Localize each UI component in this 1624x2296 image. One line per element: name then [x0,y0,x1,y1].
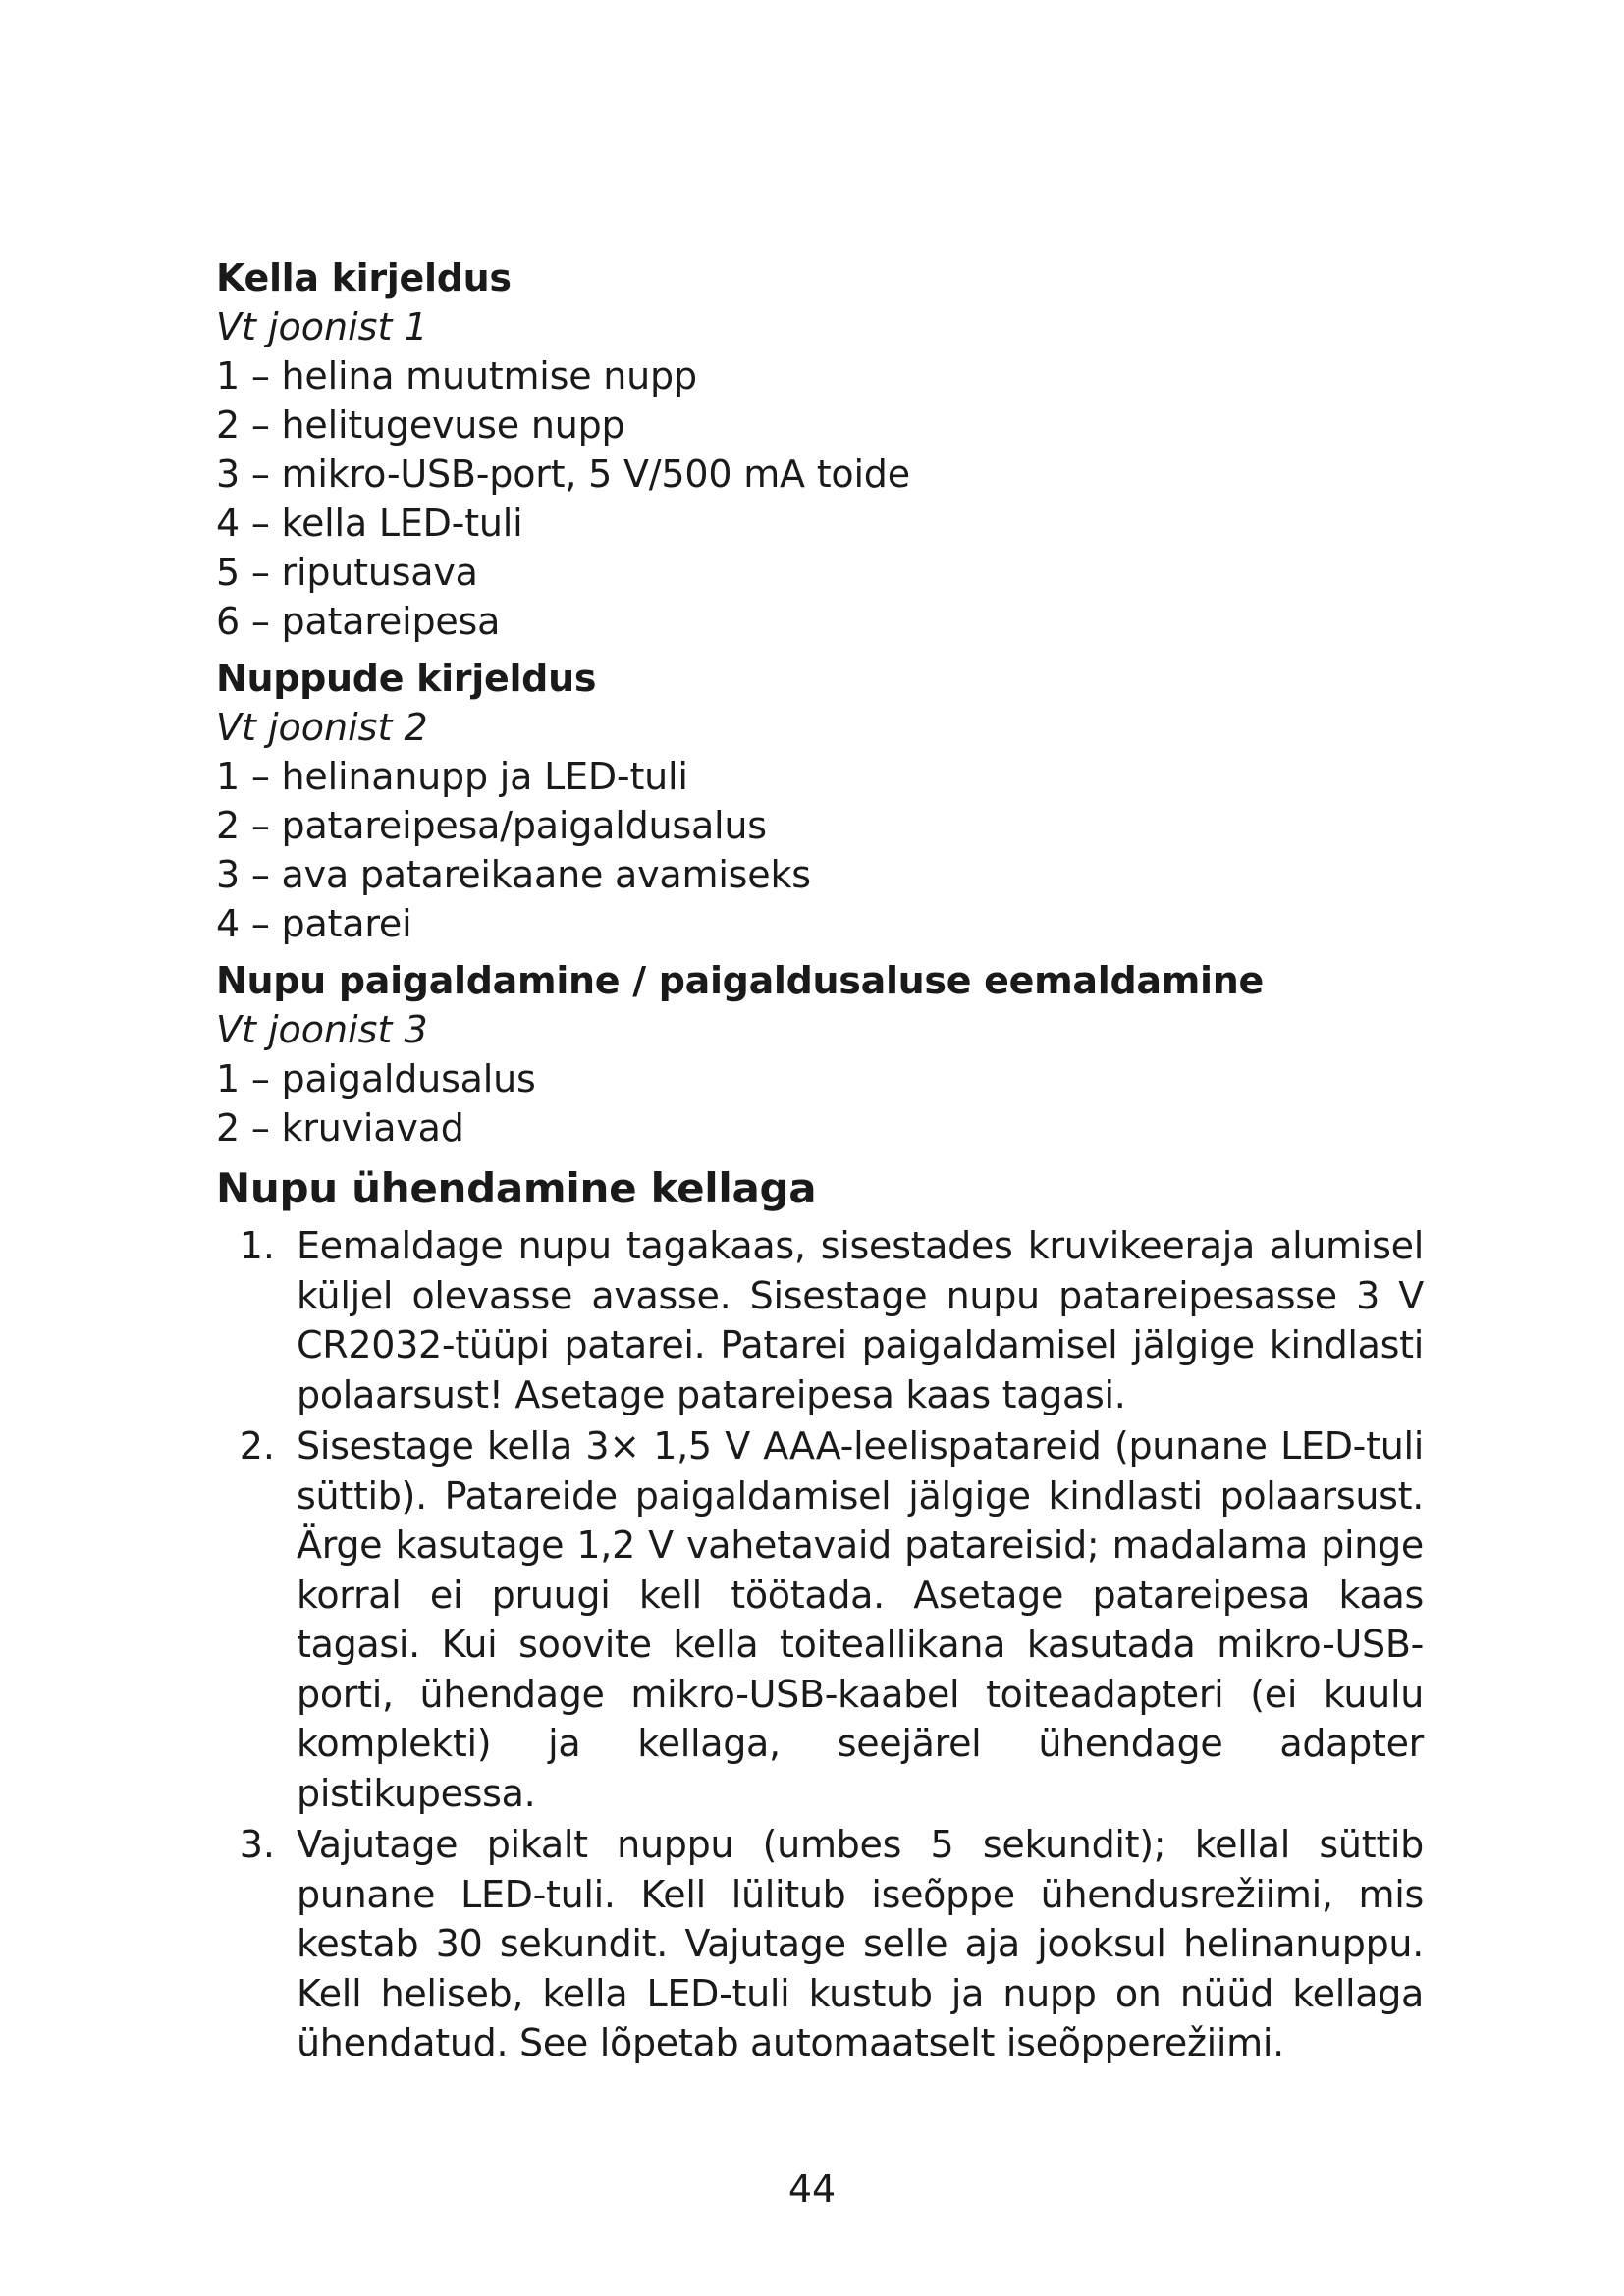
instruction-step [216,1820,1424,2068]
step-text: Vajutage pikalt nuppu (umbes 5 sekundit); kellal süttib punane LED-tuli. Kell lülitub iseõppe ühendusrežiimi, mis kestab 30 sekundit. Vajutage selle aja jooksul helinanuppu. Kell heliseb, kella LED-tuli kustub ja nupp on nüüd kellaga ühendatud. See lõpetab automaatselt iseõpperežiimi. [297,1823,1424,2064]
figure-reference: Vt joonist 3 [216,1008,428,1051]
list-item: 6 – patareipesa [216,600,501,643]
list-item: 1 – paigaldusalus [216,1057,536,1100]
parts-list [216,1054,1424,1152]
instruction-steps [216,1221,1424,2068]
instruction-step [216,1421,1424,1818]
section-title: Nupu paigaldamine / paigaldusaluse eemaldamine [216,959,1264,1002]
section-title: Nuppude kirjeldus [216,657,597,700]
section-button-mounting [216,956,1424,1152]
list-item: 1 – helina muutmise nupp [216,354,697,398]
step-number: 3. [239,1823,275,1866]
page-number: 44 [787,2167,837,2211]
list-item: 2 – kruviavad [216,1106,464,1149]
list-item: 5 – riputusava [216,551,478,594]
list-item: 3 – ava patareikaane avamiseks [216,853,811,896]
list-item: 1 – helinanupp ja LED-tuli [216,755,688,798]
figure-reference: Vt joonist 2 [216,706,428,749]
section-clock-description [216,253,1424,646]
list-item: 2 – helitugevuse nupp [216,403,625,447]
section-title: Kella kirjeldus [216,256,512,299]
list-item: 3 – mikro-USB-port, 5 V/500 mA toide [216,453,910,496]
parts-list [216,752,1424,948]
list-item: 4 – kella LED-tuli [216,502,523,545]
parts-list [216,351,1424,646]
section-title: Nupu ühendamine kellaga [216,1164,817,1212]
step-text: Eemaldage nupu tagakaas, sisestades kruvikeeraja alumisel küljel olevasse avasse. Sisestage nupu patareipesasse 3 V CR2032-tüüpi patarei. Patarei paigaldamisel jälgige kindlasti polaarsust! Asetage patareipesa kaas tagasi. [297,1224,1424,1416]
section-button-description [216,654,1424,948]
figure-reference: Vt joonist 1 [216,305,428,348]
list-item: 2 – patareipesa/paigaldusalus [216,804,767,847]
instruction-step [216,1221,1424,1419]
manual-page-content [216,253,1424,2074]
step-number: 1. [239,1224,275,1267]
list-item: 4 – patarei [216,902,412,945]
section-connecting-button [216,1160,1424,2068]
step-text: Sisestage kella 3× 1,5 V AAA-leelispatareid (punane LED-tuli süttib). Patareide paigaldamisel jälgige kindlasti polaarsust. Ärge kasutage 1,2 V vahetavaid patareisid; madalama pinge korral ei pruugi kell töötada. Asetage patareipesa kaas tagasi. Kui soovite kella toiteallikana kasutada mikro-USB-porti, ühendage mikro-USB-kaabel toiteadapteri (ei kuulu komplekti) ja kellaga, seejärel ühendage adapter pistikupessa. [297,1424,1424,1815]
step-number: 2. [239,1424,275,1468]
